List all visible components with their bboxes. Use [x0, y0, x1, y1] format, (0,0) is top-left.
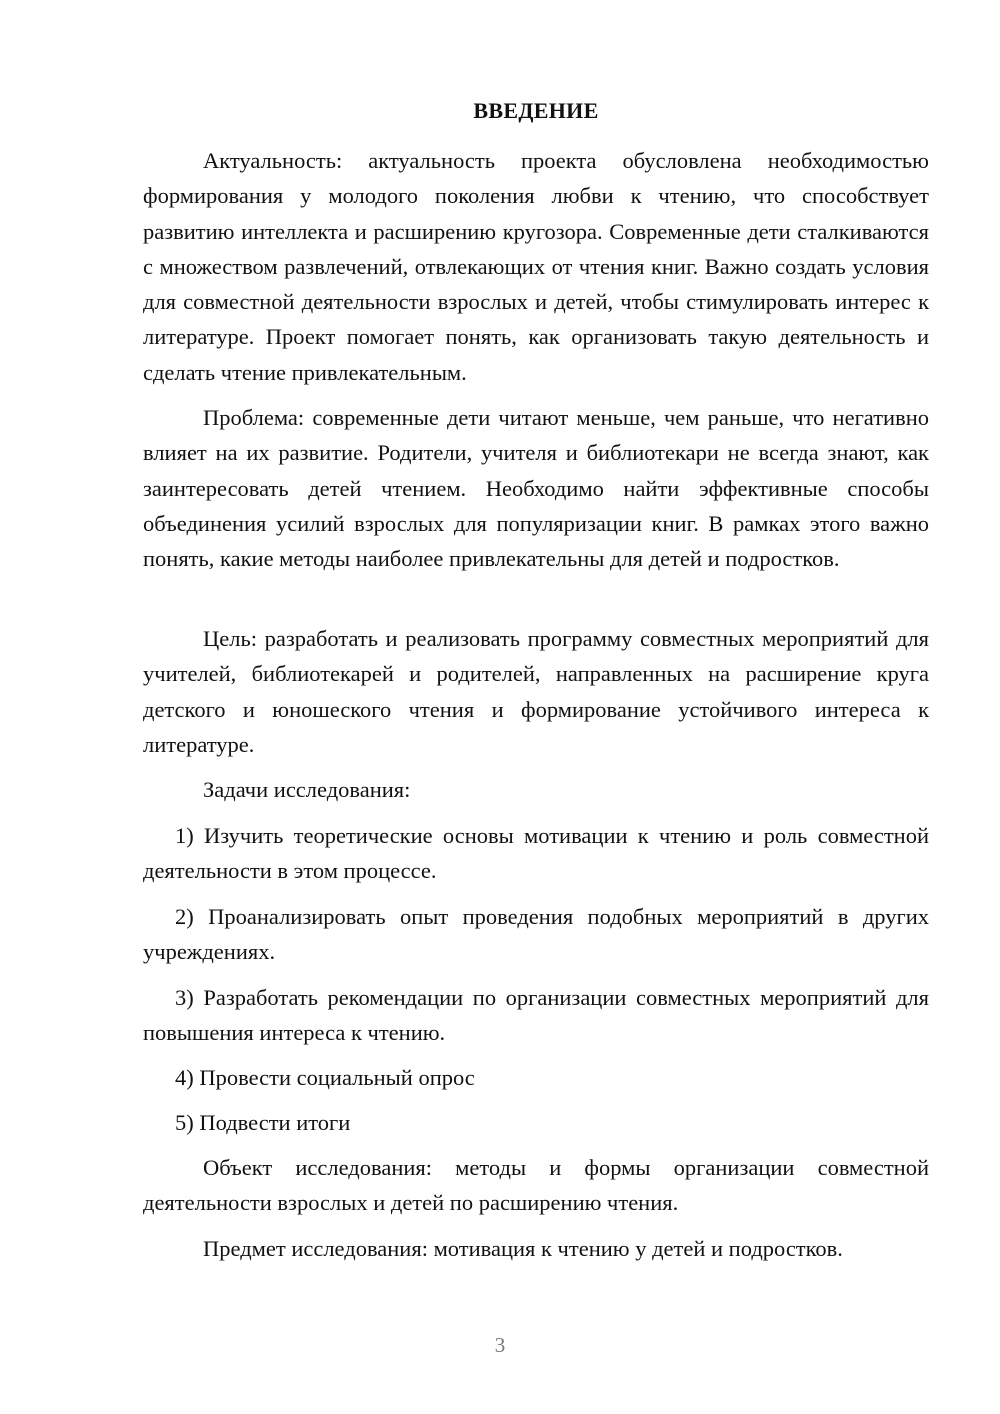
list-item-task-5: 5) Подвести итоги — [175, 1110, 351, 1135]
paragraph-object: Объект исследования: методы и формы организации совместной деятельности взрослых и детей по расширению чтения. — [143, 1155, 929, 1216]
section-heading: ВВЕДЕНИЕ — [473, 98, 599, 123]
list-item-task-1: 1) Изучить теоретические основы мотивации к чтению и роль совместной деятельности в этом процессе. — [143, 823, 929, 884]
list-item-task-3: 3) Разработать рекомендации по организации совместных мероприятий для повышения интереса к чтению. — [143, 985, 929, 1046]
paragraph-relevance: Актуальность: актуальность проекта обусловлена необходимостью формирования у молодого поколения любви к чтению, что способствует развитию интеллекта и расширению кругозора. Современные дети сталкиваются с множеством развлечений, отвлекающих от чтения книг. Важно создать условия для совместной деятельности взрослых и детей, чтобы стимулировать интерес к литературе. Проект помогает понять, как организовать такую деятельность и сделать чтение привлекательным. — [143, 148, 929, 385]
paragraph-tasks-heading: Задачи исследования: — [203, 777, 411, 802]
list-item-task-4: 4) Провести социальный опрос — [175, 1065, 475, 1090]
paragraph-goal: Цель: разработать и реализовать программу совместных мероприятий для учителей, библиотекарей и родителей, направленных на расширение круга детского и юношеского чтения и формирование устойчивого интереса к литературе. — [143, 626, 929, 757]
page-number: 3 — [494, 1333, 506, 1357]
paragraph-subject: Предмет исследования: мотивация к чтению у детей и подростков. — [203, 1236, 843, 1261]
paragraph-problem: Проблема: современные дети читают меньше, чем раньше, что негативно влияет на их развитие. Родители, учителя и библиотекари не всегда знают, как заинтересовать детей чтением. Необходимо найти эффективные способы объединения усилий взрослых для популяризации книг. В рамках этого важно понять, какие методы наиболее привлекательны для детей и подростков. — [143, 405, 929, 572]
list-item-task-2: 2) Проанализировать опыт проведения подобных мероприятий в других учреждениях. — [143, 904, 929, 965]
